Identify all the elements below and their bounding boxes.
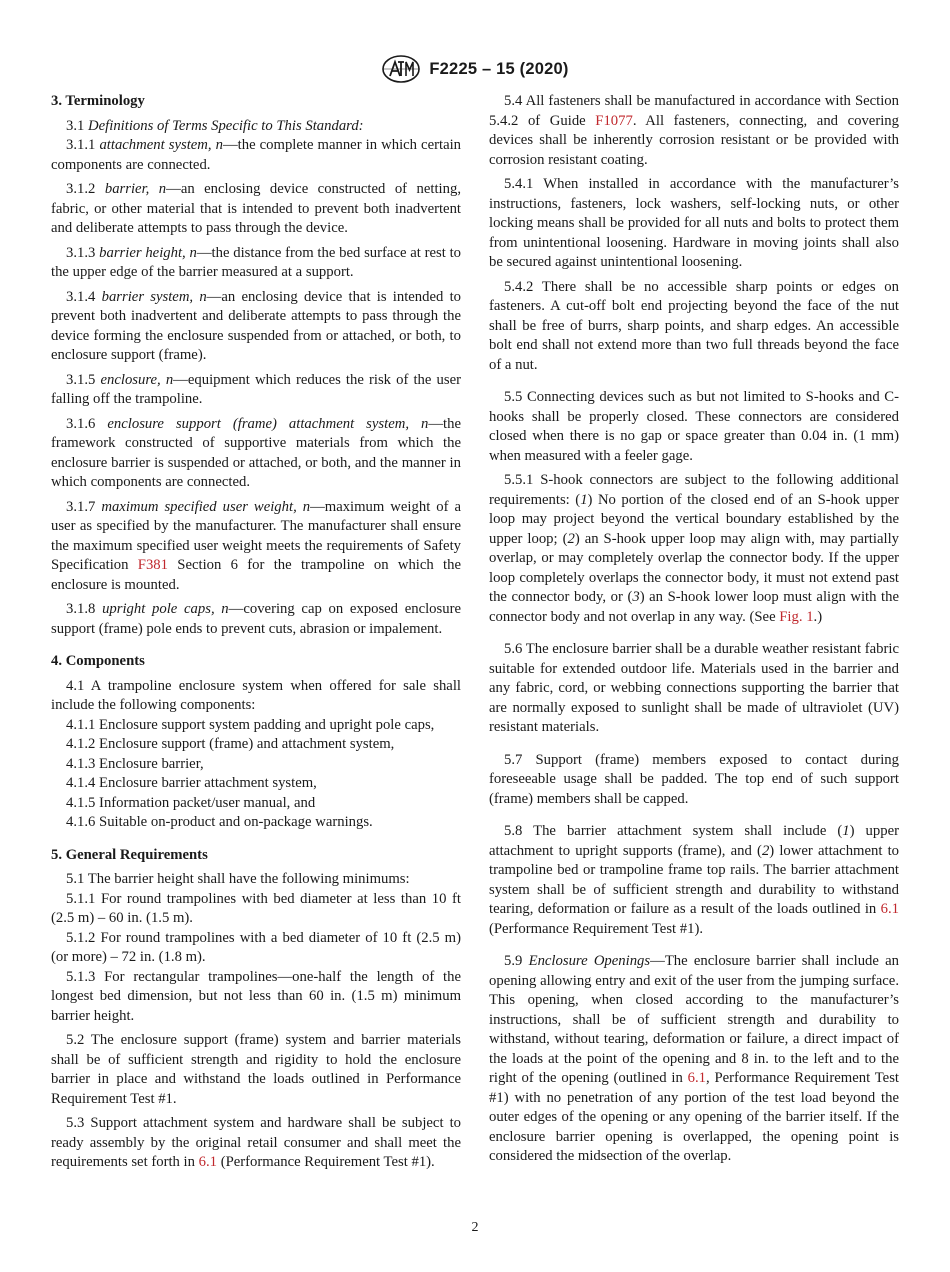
reference-link-6-1[interactable]: 6.1: [687, 1070, 706, 1086]
list-item: 4.1.3 Enclosure barrier,: [66, 755, 204, 772]
paragraph: 3.1.1 attachment system, n—the complete manner in which certain components are connected.: [51, 137, 462, 173]
paragraph: 5.4 All fasteners shall be manufactured in accordance with Section 5.4.2 of Guide F1077. All fasteners, connecting, and covering devices shall be inherently corrosion resistant or be provided with corrosion resistant coating.: [489, 93, 899, 168]
left-column: [51, 92, 461, 1173]
figure-link-fig-1[interactable]: Fig. 1: [779, 608, 814, 625]
reference-link-6-1[interactable]: 6.1: [198, 1154, 218, 1170]
section-heading: 4. Components: [51, 653, 145, 669]
reference-link-f1077[interactable]: F1077: [595, 112, 633, 129]
list-item: 4.1.6 Suitable on-product and on-package warnings.: [66, 814, 373, 830]
paragraph: 3.1.7 maximum specified user weight, n—maximum weight of a user as specified by the manufacturer. The manufacturer shall ensure the maximum specified user weight meets the requirements of Safety Specification F381 Section 6 for the trampoline on which the enclosure is mounted.: [51, 498, 461, 593]
paragraph: 5.3 Support attachment system and hardware shall be subject to ready assembly by the original retail consumer and shall meet the requirements set forth in 6.1 (Performance Requirement Test #1).: [51, 1115, 461, 1170]
paragraph: 3.1.4 barrier system, n—an enclosing device that is intended to prevent both inadvertent and deliberate attempts to pass through the device forming the enclosure suspended from or attached, or both, to enclosure support (frame).: [51, 288, 462, 363]
list-item: 4.1.1 Enclosure support system padding and upright pole caps,: [66, 716, 435, 733]
paragraph: 3.1.8 upright pole caps, n—covering cap on exposed enclosure support (frame) pole ends to prevent cuts, abrasion or impalement.: [51, 601, 461, 637]
paragraph: 3.1.3 barrier height, n—the distance from the bed surface at rest to the upper edge of the barrier measured at a support.: [51, 244, 461, 280]
paragraph: 5.5.1 S-hook connectors are subject to the following additional requirements: (1) No portion of the closed end of an S-hook upper loop may project beyond the vertical boundary established by the upper loop; (2) an S-hook upper loop may align with, may partially overlap, or may completely overlap the connector body. If the upper loop completely overlaps the connector body, it must not extend past the connector body, or (3) an S-hook lower loop must align with the connector body and not overlap in any way. (See Fig. 1.): [489, 472, 899, 625]
paragraph: 5.1.3 For rectangular trampolines—one-half the length of the longest bed dimension, but not less than 60 in. (1.5 m) minimum barrier height.: [51, 968, 461, 1024]
paragraph: 3.1 Definitions of Terms Specific to This Standard:: [66, 117, 364, 134]
paragraph: 3.1.6 enclosure support (frame) attachment system, n—the framework constructed of supportive materials from which the enclosure barrier is suspended or attached, or both, and the manner in which components are connected.: [51, 415, 461, 490]
paragraph: 3.1.5 enclosure, n—equipment which reduces the risk of the user falling off the trampoline.: [51, 371, 461, 407]
paragraph: 5.1.2 For round trampolines with a bed diameter of 10 ft (2.5 m) (or more) – 72 in. (1.8 m).: [51, 929, 461, 965]
paragraph: 5.1 The barrier height shall have the following minimums:: [66, 871, 410, 887]
paragraph: 5.6 The enclosure barrier shall be a durable weather resistant fabric suitable for extended outdoor life. Materials used in the barrier and any fabric, cord, or webbing connections supporting the barrier that are normally exposed to sunlight shall be made of ultraviolet (UV) resistant materials.: [489, 641, 899, 735]
page-number: 2: [471, 1220, 479, 1235]
right-column: [489, 92, 899, 1167]
paragraph: 4.1 A trampoline enclosure system when offered for sale shall include the following components:: [51, 677, 461, 713]
page-header: [0, 54, 950, 84]
section-heading: 5. General Requirements: [51, 846, 208, 863]
document-id: F2225 – 15 (2020): [429, 59, 569, 78]
astm-logo-icon: [381, 54, 421, 84]
reference-link-6-1[interactable]: 6.1: [880, 901, 899, 917]
paragraph: 5.4.1 When installed in accordance with the manufacturer’s instructions, fasteners, lock washers, self-locking nuts, or other locking means shall be provided for all nuts and bolts to protect them from unintentional loosening. Hardware in moving joints shall also be secured against unintentional loosening.: [489, 176, 899, 270]
list-item: 4.1.2 Enclosure support (frame) and attachment system,: [66, 736, 395, 752]
paragraph: 5.8 The barrier attachment system shall include (1) upper attachment to upright supports (frame), and (2) lower attachment to trampoline bed or trampoline frame top rails. The barrier attachment system shall be of sufficient strength and durability to withstand tearing, deformation or failure as a result of the loads outlined in 6.1 (Performance Requirement Test #1).: [489, 823, 900, 937]
paragraph: 5.5 Connecting devices such as but not limited to S-hooks and C-hooks shall be properly closed. These connectors are considered closed when there is no gap or space greater than 0.04 in. (1 mm) when measured with a feeler gage.: [489, 389, 899, 464]
list-item: 4.1.5 Information packet/user manual, and: [66, 794, 316, 811]
paragraph: 5.9 Enclosure Openings—The enclosure barrier shall include an opening allowing entry and exit of the user from the jumping surface. This opening, when closed according to the manufacturer’s instructions, shall be of sufficient strength and durability to withstand, without tearing, deformation or failure, a direct impact of the loads at the point of the opening and 8 in. to the left and to the right of the opening (outlined in 6.1, Performance Requirement Test #1) with no penetration of any portion of the test load beyond the outer edges of the opening or any opening of the barrier itself. If the enclosure barrier opening is overlapped, the opening point is considered the midsection of the overlap.: [489, 953, 899, 1164]
paragraph: 5.1.1 For round trampolines with bed diameter at less than 10 ft (2.5 m) – 60 in. (1.5 m).: [51, 890, 461, 926]
reference-link-f381[interactable]: F381: [137, 557, 168, 573]
paragraph: 3.1.2 barrier, n—an enclosing device constructed of netting, fabric, or other material that is intended to prevent both inadvertent and deliberate attempts to pass through the device.: [51, 181, 461, 236]
list-item: 4.1.4 Enclosure barrier attachment system,: [66, 775, 317, 791]
paragraph: 5.7 Support (frame) members exposed to contact during foreseeable usage shall be padded. The top end of such support (frame) members shall be capped.: [489, 751, 899, 807]
section-heading: 3. Terminology: [51, 93, 145, 109]
paragraph: 5.2 The enclosure support (frame) system and barrier materials shall be of sufficient strength and rigidity to hold the enclosure barrier in place and withstand the loads outlined in Performance Requirement Test #1.: [51, 1032, 461, 1107]
paragraph: 5.4.2 There shall be no accessible sharp points or edges on fasteners. A cut-off bolt end projecting beyond the face of the nut shall be free of burrs, sharp points, and sharp edges. An accessible bolt end shall not extend more than two full threads beyond the face of a nut.: [489, 278, 899, 373]
